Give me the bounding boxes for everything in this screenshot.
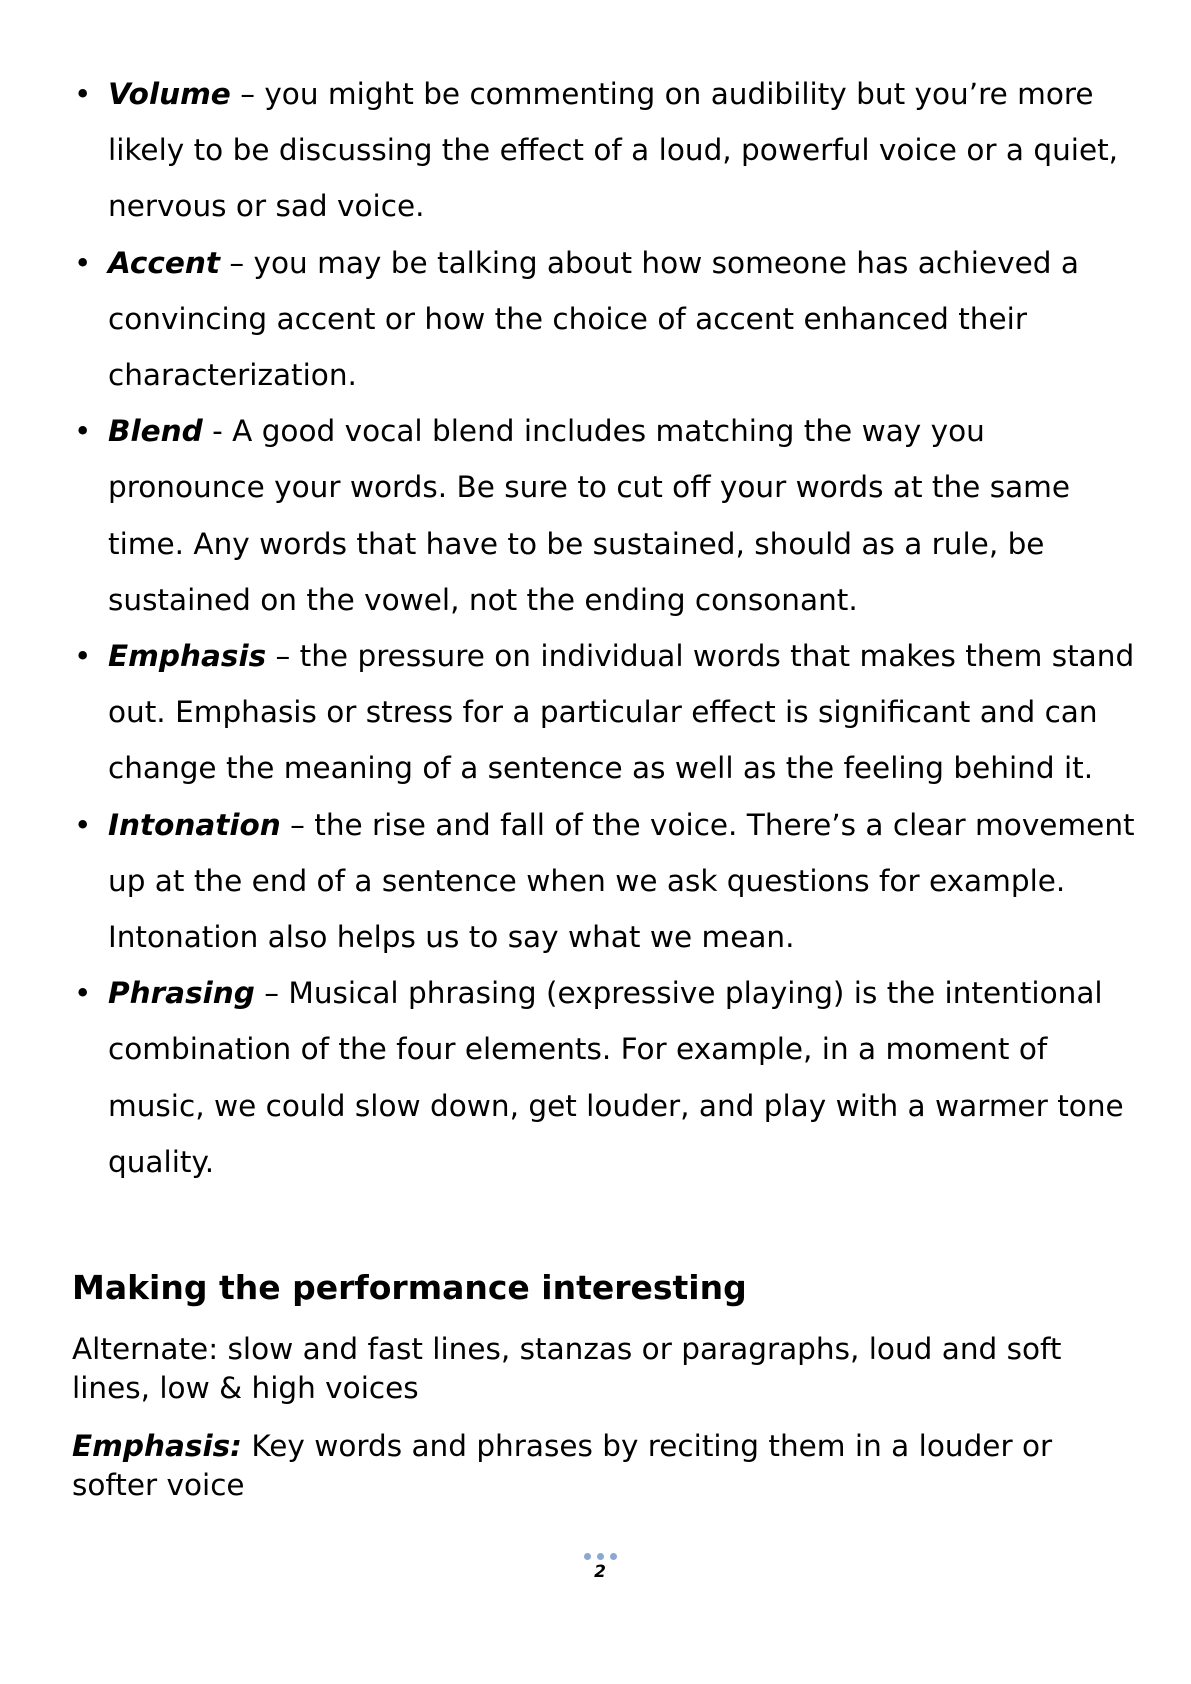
separator: – <box>280 807 315 842</box>
bullet-icon: • <box>74 976 92 1011</box>
separator: – <box>230 77 265 111</box>
list-item <box>70 797 1140 966</box>
term-description: the rise and fall of the voice. There’s a clear movement up at the end of a sentence when we ask questions for example. Intonation also helps us to say what we mean. <box>108 807 1135 955</box>
page-number: 2 <box>594 1562 606 1582</box>
bullet-icon: • <box>74 77 92 111</box>
list-item <box>70 403 1140 628</box>
term-description: you might be commenting on audibility but you’re more likely to be discussing the effect of a loud, powerful voice or a quiet, nervous or sad voice. <box>108 77 1119 224</box>
term-label: Intonation <box>108 807 281 842</box>
separator: - <box>202 414 233 449</box>
bullet-icon: • <box>74 807 92 842</box>
term-label: Phrasing <box>108 976 255 1011</box>
list-item <box>70 628 1140 797</box>
list-item <box>70 235 1140 404</box>
term-description: the pressure on individual words that makes them stand out. Emphasis or stress for a particular effect is significant and can change the meaning of a sentence as well as the feeling behind it. <box>108 639 1135 786</box>
footer-dots-icon <box>575 1553 625 1560</box>
bullet-list <box>70 66 1140 1190</box>
paragraph-emphasis <box>72 1427 1132 1505</box>
separator: – <box>266 639 300 674</box>
page-footer <box>575 1553 625 1582</box>
separator: – <box>220 245 254 280</box>
term-description: Musical phrasing (expressive playing) is the intentional combination of the four elements. For example, in a moment of music, we could slow down, get louder, and play with a warmer tone quality. <box>108 976 1124 1179</box>
term-label: Blend <box>108 414 203 449</box>
term-label: Emphasis <box>108 639 267 674</box>
list-item <box>70 66 1140 235</box>
bullet-icon: • <box>74 245 92 280</box>
term-description: A good vocal blend includes matching the way you pronounce your words. Be sure to cut off your words at the same time. Any words that have to be sustained, should as a rule, be sustained on the vowel, not the ending consonant. <box>108 414 1071 617</box>
list-item <box>70 965 1140 1190</box>
term-label: Emphasis: <box>72 1429 242 1463</box>
term-description: you may be talking about how someone has achieved a convincing accent or how the choice of accent enhanced their characterization. <box>108 245 1079 393</box>
section-heading: Making the performance interesting <box>72 1268 747 1307</box>
term-label: Accent <box>108 245 221 280</box>
term-label: Volume <box>108 77 231 111</box>
bullet-icon: • <box>74 639 92 674</box>
paragraph-alternate: Alternate: slow and fast lines, stanzas or paragraphs, loud and soft lines, low & high voices <box>72 1332 1062 1405</box>
paragraph-text: Key words and phrases by reciting them in a louder or softer voice <box>72 1429 1053 1502</box>
bullet-icon: • <box>74 414 92 449</box>
separator: – <box>254 976 289 1011</box>
